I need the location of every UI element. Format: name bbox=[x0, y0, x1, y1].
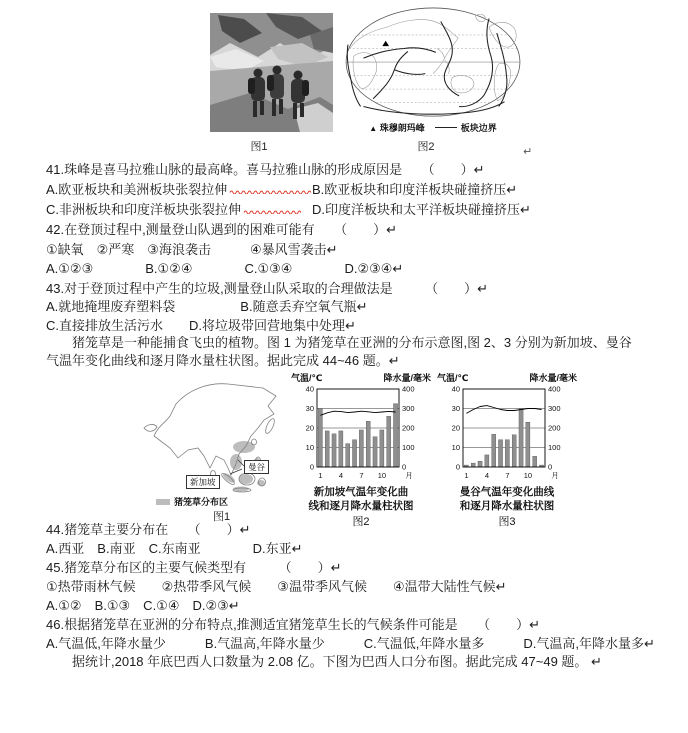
svg-text:月: 月 bbox=[405, 471, 413, 480]
left-axis-label: 气温/℃ bbox=[437, 373, 469, 383]
everest-legend-label: 珠穆朗玛峰 bbox=[379, 123, 425, 133]
question-43-options-ab: A.就地掩埋废弃塑料袋 B.随意丢弃空氧气瓶↵ bbox=[46, 299, 368, 314]
closing-paragraph: 据统计,2018 年底巴西人口数量为 2.08 亿。下图为巴西人口分布图。据此完成 47~49 题。 ↵ bbox=[46, 654, 602, 669]
photo-caption: 图1 bbox=[250, 141, 268, 153]
asia-map-legend bbox=[156, 495, 228, 508]
boundary-legend-label: 板块边界 bbox=[460, 123, 497, 133]
right-axis-label: 降水量/毫米 bbox=[529, 373, 577, 383]
everest-triangle-icon: ▲ bbox=[369, 124, 378, 133]
svg-text:30: 30 bbox=[451, 404, 460, 414]
question-45-options: A.①② B.①③ C.①④ D.②③↵ bbox=[46, 598, 240, 613]
question-44-options: A.西亚 B.南亚 C.东南亚 D.东亚↵ bbox=[46, 541, 303, 556]
svg-text:0: 0 bbox=[548, 462, 553, 472]
left-axis-label: 气温/℃ bbox=[291, 373, 323, 383]
svg-text:10: 10 bbox=[377, 471, 387, 480]
question-42-items: ①缺氧 ②严寒 ③海浪袭击 ④暴风雪袭击↵ bbox=[46, 242, 338, 257]
svg-text:20: 20 bbox=[305, 423, 314, 433]
singapore-chart-plot bbox=[291, 385, 431, 485]
svg-text:7: 7 bbox=[505, 471, 510, 480]
distribution-swatch-icon bbox=[156, 499, 170, 505]
bangkok-label: 曼谷 bbox=[244, 460, 269, 474]
everest-climbers-photo bbox=[210, 13, 333, 132]
world-map-image bbox=[341, 6, 526, 120]
spellcheck-squiggle bbox=[229, 189, 315, 194]
svg-text:10: 10 bbox=[305, 443, 314, 453]
figure-number: 图2 bbox=[352, 516, 370, 528]
svg-text:300: 300 bbox=[548, 404, 561, 414]
everest-marker bbox=[382, 41, 389, 46]
spellcheck-squiggle bbox=[243, 209, 305, 214]
svg-text:4: 4 bbox=[484, 471, 490, 480]
svg-text:100: 100 bbox=[548, 443, 561, 453]
svg-text:4: 4 bbox=[338, 471, 344, 480]
plate-boundary-map bbox=[341, 6, 526, 120]
singapore-chart-caption bbox=[291, 485, 431, 529]
svg-text:0: 0 bbox=[455, 462, 460, 472]
bangkok-chart-caption bbox=[437, 485, 577, 529]
question-43-options-cd: C.直接排放生活污水 D.将垃圾带回营地集中处理↵ bbox=[46, 318, 356, 333]
paragraph-mark: ↵ bbox=[523, 146, 533, 158]
option-41d: D.印度洋板块和太平洋板块碰撞挤压↵ bbox=[312, 202, 531, 217]
caption-line: 线和逐月降水量柱状图 bbox=[308, 500, 414, 512]
question-46: 46.根据猪笼草在亚洲的分布特点,推测适宜猪笼草生长的气候条件可能是 （ ）↵ bbox=[46, 617, 541, 632]
singapore-label: 新加坡 bbox=[186, 475, 220, 489]
svg-text:7: 7 bbox=[359, 471, 364, 480]
caption-line: 和逐月降水量柱状图 bbox=[459, 500, 555, 512]
question-46-options: A.气温低,年降水量少 B.气温高,年降水量少 C.气温低,年降水量多 D.气温高,年降水量多↵ bbox=[46, 636, 655, 651]
svg-text:月: 月 bbox=[551, 471, 559, 480]
photo-image bbox=[210, 13, 333, 132]
option-41a: A.欧亚板块和美洲板块张裂拉伸 bbox=[46, 182, 228, 197]
right-axis-label: 降水量/毫米 bbox=[383, 373, 431, 383]
svg-text:1: 1 bbox=[318, 471, 323, 480]
question-41-options-cd bbox=[46, 201, 531, 218]
svg-text:40: 40 bbox=[451, 385, 460, 394]
svg-text:200: 200 bbox=[548, 423, 561, 433]
asia-distribution-map bbox=[58, 376, 293, 522]
question-45: 45.猪笼草分布区的主要气候类型有 （ ）↵ bbox=[46, 560, 342, 575]
question-42: 42.在登顶过程中,测量登山队遇到的困难可能有 （ ）↵ bbox=[46, 222, 398, 237]
boundary-line-icon bbox=[435, 127, 457, 128]
distribution-legend-label: 猪笼草分布区 bbox=[174, 497, 229, 507]
caption-line: 曼谷气温年变化曲线 bbox=[459, 486, 555, 498]
question-44: 44.猪笼草主要分布在 （ ）↵ bbox=[46, 522, 251, 537]
bangkok-chart-plot bbox=[437, 385, 577, 485]
question-45-items: ①热带雨林气候 ②热带季风气候 ③温带季风气候 ④温带大陆性气候↵ bbox=[46, 579, 507, 594]
svg-text:10: 10 bbox=[523, 471, 533, 480]
question-41-options-ab bbox=[46, 181, 518, 198]
svg-text:10: 10 bbox=[451, 443, 460, 453]
intro-paragraph-line2: 气温年变化曲线和逐月降水量柱状图。据此完成 44~46 题。↵ bbox=[46, 353, 400, 368]
world-map-legend bbox=[341, 121, 525, 134]
svg-text:300: 300 bbox=[402, 404, 415, 414]
question-42-options: A.①②③ B.①②④ C.①③④ D.②③④↵ bbox=[46, 261, 404, 276]
svg-text:400: 400 bbox=[548, 385, 561, 394]
svg-text:30: 30 bbox=[305, 404, 314, 414]
svg-text:0: 0 bbox=[309, 462, 314, 472]
option-41b: B.欧亚板块和印度洋板块碰撞挤压↵ bbox=[312, 182, 518, 197]
svg-text:1: 1 bbox=[464, 471, 469, 480]
svg-text:20: 20 bbox=[451, 423, 460, 433]
climate-chart-bangkok bbox=[437, 371, 577, 529]
asia-map-caption: 图1 bbox=[213, 511, 231, 523]
caption-line: 新加坡气温年变化曲 bbox=[313, 486, 409, 498]
option-41c: C.非洲板块和印度洋板块张裂拉伸 bbox=[46, 202, 242, 217]
worldmap-caption: 图2 bbox=[417, 141, 435, 153]
svg-text:40: 40 bbox=[305, 385, 314, 394]
question-43: 43.对于登顶过程中产生的垃圾,测量登山队采取的合理做法是 （ ）↵ bbox=[46, 281, 489, 296]
question-41: 41.珠峰是喜马拉雅山脉的最高峰。喜马拉雅山脉的形成原因是 （ ）↵ bbox=[46, 162, 485, 177]
svg-text:400: 400 bbox=[402, 385, 415, 394]
svg-text:0: 0 bbox=[402, 462, 407, 472]
figure-number: 图3 bbox=[498, 516, 516, 528]
climate-chart-singapore bbox=[291, 371, 431, 529]
intro-paragraph-line1: 猪笼草是一种能捕食飞虫的植物。图 1 为猪笼草在亚洲的分布示意图,图 2、3 分别为新加坡、曼谷 bbox=[46, 335, 632, 350]
svg-text:200: 200 bbox=[402, 423, 415, 433]
svg-text:100: 100 bbox=[402, 443, 415, 453]
